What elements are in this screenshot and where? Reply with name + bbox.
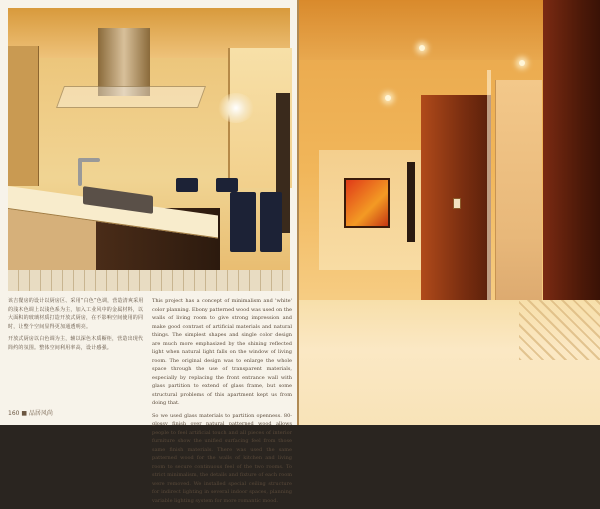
left-page (0, 0, 297, 504)
cn-paragraph: 开放式厨房以白色调为主，辅以深色木质橱柜，营造出现代简约的氛围。整体空间利用率高，设计感强。 (8, 336, 144, 351)
glass-divider (487, 70, 491, 330)
dining-chair (260, 192, 282, 252)
hallway-side-door (407, 162, 415, 242)
en-paragraph: This project has a concept of minimalism and 'white' color planning. Ebony patterned wood was used on the walls of living room to give strong impression and make good contrast of artificial materials and natural things. The simplest shapes and single color design are much more emphasized by the shining reflected light when natural light falls on the window of living room. The original design was to enlarge the whole space through the use of transparent materials, especially by replacing the front entrance wall with glass partition to extend of glass frame, but some structural problems of this apartment kept us from doing that. (152, 298, 292, 406)
chandelier (218, 93, 254, 123)
ceiling-downlight (519, 60, 525, 66)
light-switch (453, 198, 461, 209)
kitchen-wall-cabinet (8, 46, 39, 186)
ceiling-downlight (419, 45, 425, 51)
dining-chair (216, 178, 238, 192)
dining-chair (230, 192, 256, 252)
faucet (78, 158, 82, 186)
page-folio: 160 ■ 品居风尚 (8, 410, 53, 417)
range-hood-glass (56, 86, 206, 108)
ceiling-downlight (385, 95, 391, 101)
chinese-text-column (8, 297, 144, 356)
kitchen-floor (8, 270, 290, 291)
english-text-column (152, 297, 292, 509)
en-paragraph: So we used glass materials to partition openness. 80-glossy finish over natural patterned wood allows people to feel artificial touch and all pieces of interior furniture show the unified surfacing feel from those same finish materials. There was used the same patterned wood for the walls of kitchen and living room to secure continuous feel of the two rooms. To strict minimalism, the details and fixture of each room were removed. We installed special ceiling structure for indirect lighting in several indoor spaces, planning variable lighting system for more romantic mood. (152, 412, 292, 504)
cn-paragraph: 该吉餐房的设计以厨房区、采用“白色”色调，营造清爽采用的浅木色调上以浅色系为主，加入工业风中的金属材料，以大面积的玻璃材质打造开放式厨房，在不影响空间使用的同时，让整个空间显得更加通透明亮。 (8, 298, 144, 330)
right-page-photo (299, 0, 600, 425)
dining-chair (176, 178, 198, 192)
kitchen-photo (8, 8, 290, 291)
faucet-spout (78, 158, 100, 162)
hallway-tile-pattern (519, 300, 600, 360)
wall-painting (344, 178, 390, 228)
